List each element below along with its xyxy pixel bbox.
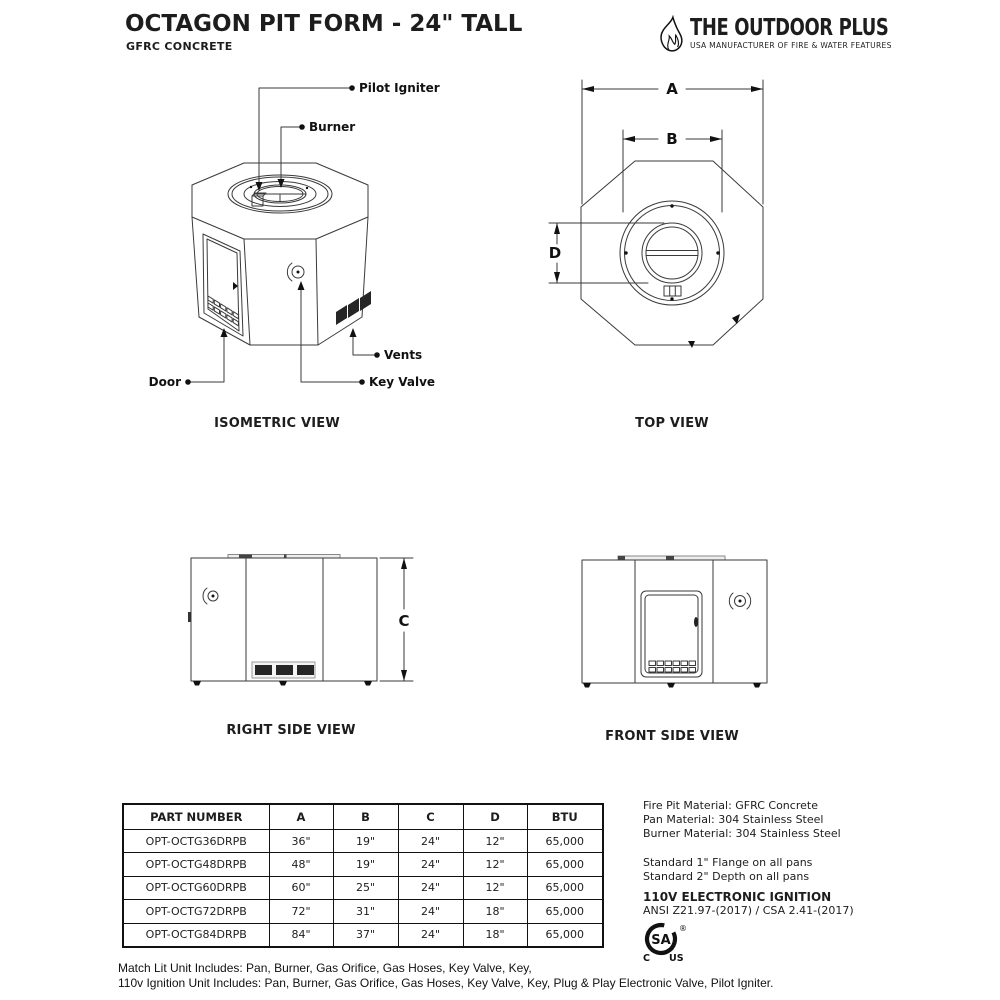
csa-certification-mark — [638, 918, 698, 966]
part-number-cell: OPT-OCTG72DRPB — [123, 900, 269, 923]
dimensions-table — [122, 803, 604, 948]
csa-us-mark: US — [669, 953, 684, 964]
dim-a-cell: 72" — [269, 900, 333, 923]
table-row — [123, 853, 603, 876]
dim-label-d: D — [548, 244, 562, 262]
front-side-view-caption: FRONT SIDE VIEW — [605, 729, 739, 744]
dim-c-cell: 24" — [398, 923, 463, 947]
door-handle — [694, 617, 698, 627]
btu-cell: 65,000 — [527, 876, 603, 899]
door-handle — [233, 282, 238, 290]
dim-label-a: A — [666, 80, 678, 98]
col-header-part-number: PART NUMBER — [123, 804, 269, 830]
btu-cell: 65,000 — [527, 830, 603, 853]
dim-d-cell: 18" — [463, 900, 527, 923]
part-number-cell: OPT-OCTG84DRPB — [123, 923, 269, 947]
dim-a-cell: 84" — [269, 923, 333, 947]
dim-a-cell: 36" — [269, 830, 333, 853]
btu-cell: 65,000 — [527, 923, 603, 947]
dim-b-cell: 19" — [333, 830, 398, 853]
dim-d-cell: 12" — [463, 830, 527, 853]
material-line: Fire Pit Material: GFRC Concrete — [643, 799, 818, 812]
brand-logo — [658, 15, 944, 55]
flame-icon — [658, 15, 686, 55]
dim-d-cell: 12" — [463, 876, 527, 899]
isometric-view-caption: ISOMETRIC VIEW — [214, 416, 340, 431]
dim-label-c: C — [398, 612, 410, 630]
dim-d-cell: 18" — [463, 923, 527, 947]
pan-bolt-dot — [250, 186, 252, 188]
dim-b-cell: 31" — [333, 900, 398, 923]
part-number-cell: OPT-OCTG60DRPB — [123, 876, 269, 899]
col-header-c: C — [398, 804, 463, 830]
pan-bolt-dot — [306, 187, 308, 189]
dim-b-cell: 19" — [333, 853, 398, 876]
registered-symbol: ® — [679, 924, 687, 933]
dim-c-cell: 24" — [398, 876, 463, 899]
material-line: Burner Material: 304 Stainless Steel — [643, 827, 841, 840]
csa-monogram: SA — [651, 933, 671, 948]
col-header-a: A — [269, 804, 333, 830]
top-view-drawing — [540, 65, 800, 435]
table-row — [123, 923, 603, 947]
table-row — [123, 900, 603, 923]
table-row — [123, 876, 603, 899]
standard-line: Standard 2" Depth on all pans — [643, 870, 810, 883]
vent-block — [252, 662, 315, 678]
label-pilot-igniter: Pilot Igniter — [359, 81, 440, 95]
ignition-unit-includes-line: 110v Ignition Unit Includes: Pan, Burner, Gas Orifice, Gas Hoses, Key Valve, Key, Plug & Play Electronic Valve, Pilot Igniter. — [118, 976, 774, 990]
standard-line: Standard 1" Flange on all pans — [643, 856, 813, 869]
side-vents — [336, 291, 371, 325]
btu-cell: 65,000 — [527, 900, 603, 923]
dim-a-cell: 60" — [269, 876, 333, 899]
right-side-view-drawing — [150, 530, 450, 745]
dim-d-cell: 12" — [463, 853, 527, 876]
label-door: Door — [148, 375, 181, 389]
dim-b-cell: 25" — [333, 876, 398, 899]
page-subtitle: GFRC CONCRETE — [126, 40, 233, 53]
col-header-btu: BTU — [527, 804, 603, 830]
brand-tagline: USA MANUFACTURER OF FIRE & WATER FEATURES — [690, 41, 892, 50]
brand-name: THE OUTDOOR PLUS — [690, 15, 889, 41]
col-header-d: D — [463, 804, 527, 830]
btu-cell: 65,000 — [527, 853, 603, 876]
isometric-view-drawing — [140, 75, 440, 435]
dim-b-cell: 37" — [333, 923, 398, 947]
dim-c-cell: 24" — [398, 830, 463, 853]
col-header-b: B — [333, 804, 398, 830]
label-key-valve: Key Valve — [369, 375, 436, 389]
part-number-cell: OPT-OCTG36DRPB — [123, 830, 269, 853]
included-items-note — [118, 961, 773, 991]
top-view-caption: TOP VIEW — [635, 416, 709, 431]
material-line: Pan Material: 304 Stainless Steel — [643, 813, 824, 826]
match-lit-includes-line: Match Lit Unit Includes: Pan, Burner, Gas Orifice, Gas Hoses, Key Valve, Key, — [118, 961, 532, 975]
dim-label-b: B — [666, 130, 678, 148]
dim-c-cell: 24" — [398, 853, 463, 876]
label-vents: Vents — [384, 348, 423, 362]
table-row — [123, 830, 603, 853]
dim-a-cell: 48" — [269, 853, 333, 876]
right-side-view-caption: RIGHT SIDE VIEW — [226, 723, 356, 738]
table-header-row — [123, 804, 603, 830]
gas-inlet-nub — [188, 612, 192, 622]
label-burner: Burner — [309, 120, 356, 134]
ignition-title: 110V ELECTRONIC IGNITION — [643, 890, 832, 904]
ignition-certification: ANSI Z21.97-(2017) / CSA 2.41-(2017) — [643, 904, 854, 917]
flange-tab — [239, 555, 252, 559]
part-number-cell: OPT-OCTG48DRPB — [123, 853, 269, 876]
page-title: OCTAGON PIT FORM - 24" TALL — [125, 11, 523, 37]
csa-c-mark: C — [643, 953, 650, 964]
dim-c-cell: 24" — [398, 900, 463, 923]
front-side-view-drawing — [560, 530, 800, 750]
key-valve-dot — [297, 271, 300, 274]
specs-block — [643, 799, 854, 918]
